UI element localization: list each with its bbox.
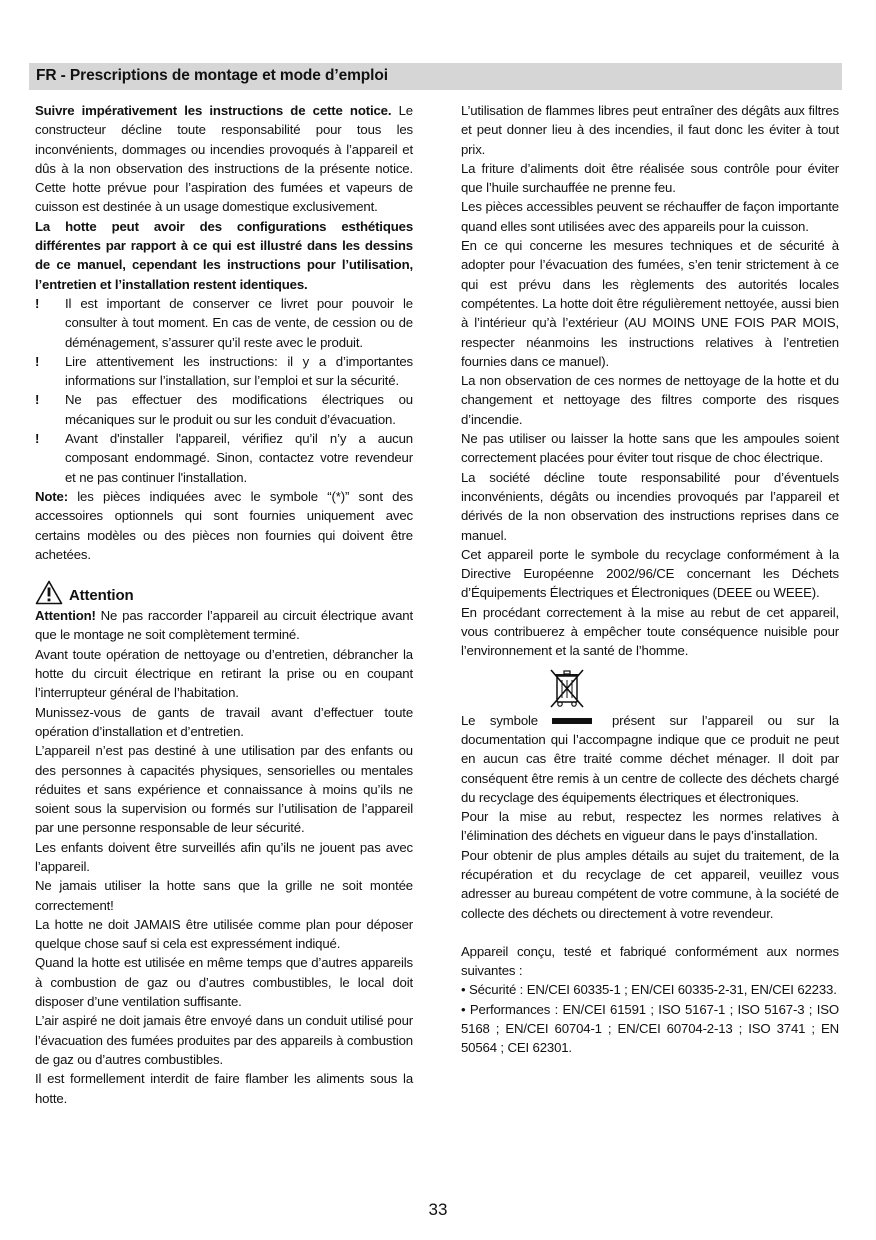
warning-item: ! Ne pas effectuer des modifications électriques ou mécaniques sur le produit ou sur les conduit d’évacuation. [35, 392, 413, 427]
warning-item: ! Avant d'installer l'appareil, vérifiez qu’il n’y a aucun composant endommagé. Sinon, contactez votre revendeur et ne pas continuer l'installation. [35, 431, 413, 485]
right-column [461, 101, 839, 1058]
body-paragraph: Ne pas utiliser ou laisser la hotte sans que les ampoules soient correctement placées pour éviter tout risque de choc électrique. [461, 431, 839, 466]
symbol-paragraph: Le symbole présent sur l’appareil ou sur la documentation qui l’accompagne indique que ce produit ne peut en aucun cas être traité comme déchet ménager. Il doit par conséquent être remis à un centre de collecte des déchets chargé du recyclage des équipements électriques et électroniques. [461, 712, 839, 805]
body-paragraph: Pour obtenir de plus amples détails au sujet du traitement, de la récupération et du recyclage de cet appareil, veuillez vous adresser au bureau compétent de votre commune, à la société de collecte des déchets ou directement à votre revendeur. [461, 847, 839, 921]
attention-label: Attention! [35, 608, 96, 624]
attention-heading [35, 580, 413, 605]
config-notice: La hotte peut avoir des configurations esthétiques différentes par rapport à ce qui est illustré dans les dessins de ce manuel, cependant les instructions pour l’utilisation, l’entretien et l’installation restent identiques. [35, 218, 413, 292]
black-bar-symbol-icon [552, 718, 592, 724]
intro-paragraph [35, 101, 413, 217]
intro-bold: Suivre impérativement les instructions de cette notice. [35, 103, 392, 118]
attention-paragraph: Avant toute opération de nettoyage ou d’entretien, débrancher la hotte du circuit électrique en retirant la prise ou en coupant l’interrupteur général de l’habitation. [35, 646, 413, 701]
body-paragraph: La friture d’aliments doit être réalisée sous contrôle pour éviter que l’huile surchauffée ne prenne feu. [461, 160, 839, 196]
attention-paragraph: Munissez-vous de gants de travail avant d’effectuer toute opération d’installation et d’entretien. [35, 704, 413, 739]
page-number: 33 [428, 1200, 448, 1219]
attention-paragraph: L’appareil n’est pas destiné à une utilisation par des enfants ou des personnes à capacités physiques, sensorielles ou mentales réduites et sans expérience et connaissance à moins qu’ils ne soient sous la supervision ou formés sur l’utilisation de l’appareil par une personne responsable de leur sécurité. [35, 743, 413, 836]
body-paragraph: La non observation de ces normes de nettoyage de la hotte et du changement et nettoyage des filtres comporte des risques d’incendie. [461, 373, 839, 427]
spacer [461, 923, 839, 942]
note-paragraph: Note: les pièces indiquées avec le symbole “(*)” sont des accessoires optionnels qui sont fournies uniquement avec certains modèles ou des pièces non fournies qui doivent être achetées. [35, 488, 413, 562]
exclamation-icon: ! [35, 295, 40, 311]
attention-paragraph: Attention! Ne pas raccorder l’appareil au circuit électrique avant que le montage ne soit complètement terminé. [35, 608, 413, 643]
warning-triangle-icon [35, 580, 63, 605]
body-paragraph: En procédant correctement à la mise au rebut de cet appareil, vous contribuerez à empêcher toute conséquence nuisible pour l’environnement et la santé de l’homme. [461, 604, 839, 659]
exclamation-icon: ! [35, 431, 40, 447]
body-paragraph: L’utilisation de flammes libres peut entraîner des dégâts aux filtres et peut donner lieu à des incendies, il faut donc les éviter à tout prix. [461, 103, 839, 157]
body-paragraph: Cet appareil porte le symbole du recyclage conformément à la Directive Européenne 2002/96/CE concernant les Déchets d’Équipements Électriques et Électroniques (DEEE ou WEEE). [461, 546, 839, 601]
exclamation-icon: ! [35, 392, 40, 408]
attention-paragraph: Quand la hotte est utilisée en même temps que d’autres appareils à combustion de gaz ou d’autres combustibles, le local doit disposer d’une ventilation suffisante. [35, 955, 413, 1010]
attention-title: Attention [69, 587, 134, 605]
crossed-bin-icon [547, 667, 587, 709]
section-title-bar [29, 63, 842, 90]
intro-text: Le constructeur décline toute responsabilité pour tous les inconvénients, dommages ou incendies provoqués à l’appareil et dûs à la non observation des instructions de la présente notice. Cette hotte prévue pour l’aspiration des fumées et vapeurs de cuisson est destinée à un usage domestique exclusivement. [35, 103, 413, 215]
body-paragraph: La société décline toute responsabilité pour d’éventuels inconvénients, dégâts ou incendies provoqués par l’appareil et dérivés de la non observation des instructions reprises dans ce manuel. [461, 469, 839, 543]
section-title: FR - Prescriptions de montage et mode d’emploi [36, 67, 388, 84]
body-paragraph: Pour la mise au rebut, respectez les normes relatives à l’élimination des déchets en vigueur dans le pays d’installation. [461, 809, 839, 844]
standards-performance: • Performances : EN/CEI 61591 ; ISO 5167-1 ; ISO 5167-3 ; ISO 5168 ; EN/CEI 60704-1 ; EN/CEI 60704-2-13 ; ISO 3741 ; EN 50564 ; CEI 62301. [461, 1001, 839, 1056]
body-paragraph: En ce qui concerne les mesures techniques et de sécurité à adopter pour l’évacuation des fumées, s’en tenir strictement à ce qui est prévu dans les règlements des autorités locales compétentes. La hotte doit être régulièrement nettoyée, aussi bien à l’intérieur qu’à l’extérieur (AU MOINS UNE FOIS PAR MOIS, respecter néanmoins les instructions relatives à l’entretien fournies dans ce manuel). [461, 238, 839, 369]
left-column [35, 101, 413, 1108]
weee-symbol-wrap [461, 667, 839, 711]
attention-paragraph: Les enfants doivent être surveillés afin qu’ils ne jouent pas avec l’appareil. [35, 839, 413, 874]
attention-paragraph: La hotte ne doit JAMAIS être utilisée comme plan pour déposer quelque chose sauf si cela est expressément indiqué. [35, 916, 413, 952]
attention-paragraph: Il est formellement interdit de faire flamber les aliments sous la hotte. [35, 1071, 413, 1106]
warning-list [35, 294, 413, 487]
exclamation-icon: ! [35, 353, 40, 369]
warning-item: ! Lire attentivement les instructions: il y a d’importantes informations sur l’installation, sur l’emploi et sur la sécurité. [35, 353, 413, 389]
body-paragraph: Les pièces accessibles peuvent se réchauffer de façon importante quand elles sont utilisées avec des appareils pour la cuisson. [461, 199, 839, 234]
attention-paragraph: L’air aspiré ne doit jamais être envoyé dans un conduit utilisé pour l’évacuation des fumées produites par des appareils à combustion de gaz ou d’autres combustibles. [35, 1013, 413, 1067]
warning-item: ! Il est important de conserver ce livret pour pouvoir le consulter à tout moment. En cas de vente, de cession ou de déménagement, s’assurer qu’il reste avec le produit. [35, 295, 413, 350]
attention-paragraph: Ne jamais utiliser la hotte sans que la grille ne soit montée correctement! [35, 878, 413, 913]
standards-intro: Appareil conçu, testé et fabriqué conformément aux normes suivantes : [461, 943, 839, 979]
note-label: Note: [35, 488, 68, 504]
standards-safety: • Sécurité : EN/CEI 60335-1 ; EN/CEI 60335-2-31, EN/CEI 62233. [461, 982, 837, 998]
